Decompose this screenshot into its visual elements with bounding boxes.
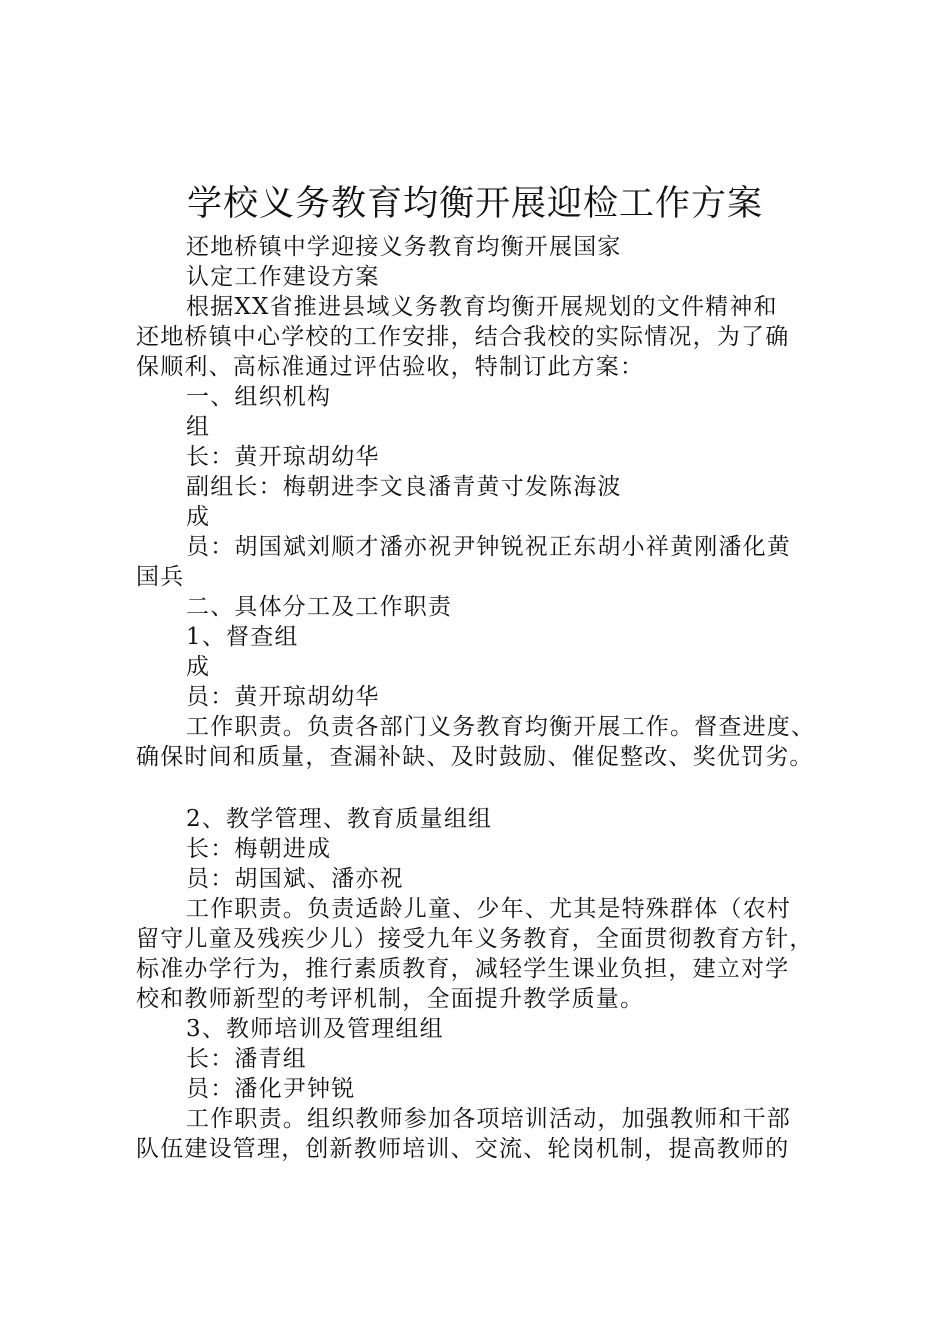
paragraph-line: 工作职责。负责各部门义务教育均衡开展工作。督查进度、 <box>186 714 816 740</box>
paragraph-line: 标准办学行为，推行素质教育，减轻学生课业负担，建立对学 <box>136 956 790 982</box>
section-heading-duties: 二、具体分工及工作职责 <box>186 594 453 620</box>
paragraph-line: 保顺利、高标准通过评估验收，特制订此方案： <box>136 354 645 380</box>
paragraph-line: 队伍建设管理，创新教师培训、交流、轮岗机制，提高教师的 <box>136 1136 790 1162</box>
subsection-heading-supervision: 1、督查组 <box>186 624 299 650</box>
paragraph-line: 副组长：梅朝进李文良潘青黄寸发陈海波 <box>186 474 622 500</box>
section-heading-organization: 一、组织机构 <box>186 384 332 410</box>
paragraph-line: 长：梅朝进成 <box>186 836 332 862</box>
paragraph-line: 国兵 <box>136 564 185 590</box>
paragraph-line: 员：潘化尹钟锐 <box>186 1076 356 1102</box>
paragraph-line: 工作职责。组织教师参加各项培训活动，加强教师和干部 <box>186 1106 791 1132</box>
paragraph-line: 员：黄开琼胡幼华 <box>186 684 380 710</box>
paragraph-line: 成 <box>186 504 211 530</box>
document-body <box>136 232 836 1164</box>
subsection-heading-teaching: 2、教学管理、教育质量组组 <box>186 806 493 832</box>
paragraph-line: 工作职责。负责适龄儿童、少年、尤其是特殊群体（农村 <box>186 896 791 922</box>
paragraph-line: 还地桥镇中心学校的工作安排，结合我校的实际情况，为了确 <box>136 324 790 350</box>
paragraph-line: 确保时间和质量，查漏补缺、及时鼓励、催促整改、奖优罚劣。 <box>136 744 814 770</box>
paragraph-line: 组 <box>186 414 211 440</box>
subtitle-line-1: 还地桥镇中学迎接义务教育均衡开展国家 <box>186 234 622 260</box>
subsection-heading-training: 3、教师培训及管理组组 <box>186 1016 444 1042</box>
subtitle-line-2: 认定工作建设方案 <box>186 264 380 290</box>
paragraph-line: 员：胡国斌、潘亦祝 <box>186 866 404 892</box>
paragraph-line: 成 <box>186 654 211 680</box>
paragraph-line: 校和教师新型的考评机制，全面提升教学质量。 <box>136 986 645 1012</box>
paragraph-line: 长：潘青组 <box>186 1046 307 1072</box>
document-title: 学校义务教育均衡开展迎检工作方案 <box>186 184 763 224</box>
blank-line <box>136 772 836 804</box>
paragraph-line: 留守儿童及残疾少儿）接受九年义务教育，全面贯彻教育方针， <box>136 926 814 952</box>
paragraph-line: 长：黄开琼胡幼华 <box>186 444 380 470</box>
paragraph-line: 员：胡国斌刘顺才潘亦祝尹钟锐祝正东胡小祥黄刚潘化黄 <box>186 534 791 560</box>
paragraph-line: 根据XX省推进县域义务教育均衡开展规划的文件精神和 <box>186 294 778 320</box>
